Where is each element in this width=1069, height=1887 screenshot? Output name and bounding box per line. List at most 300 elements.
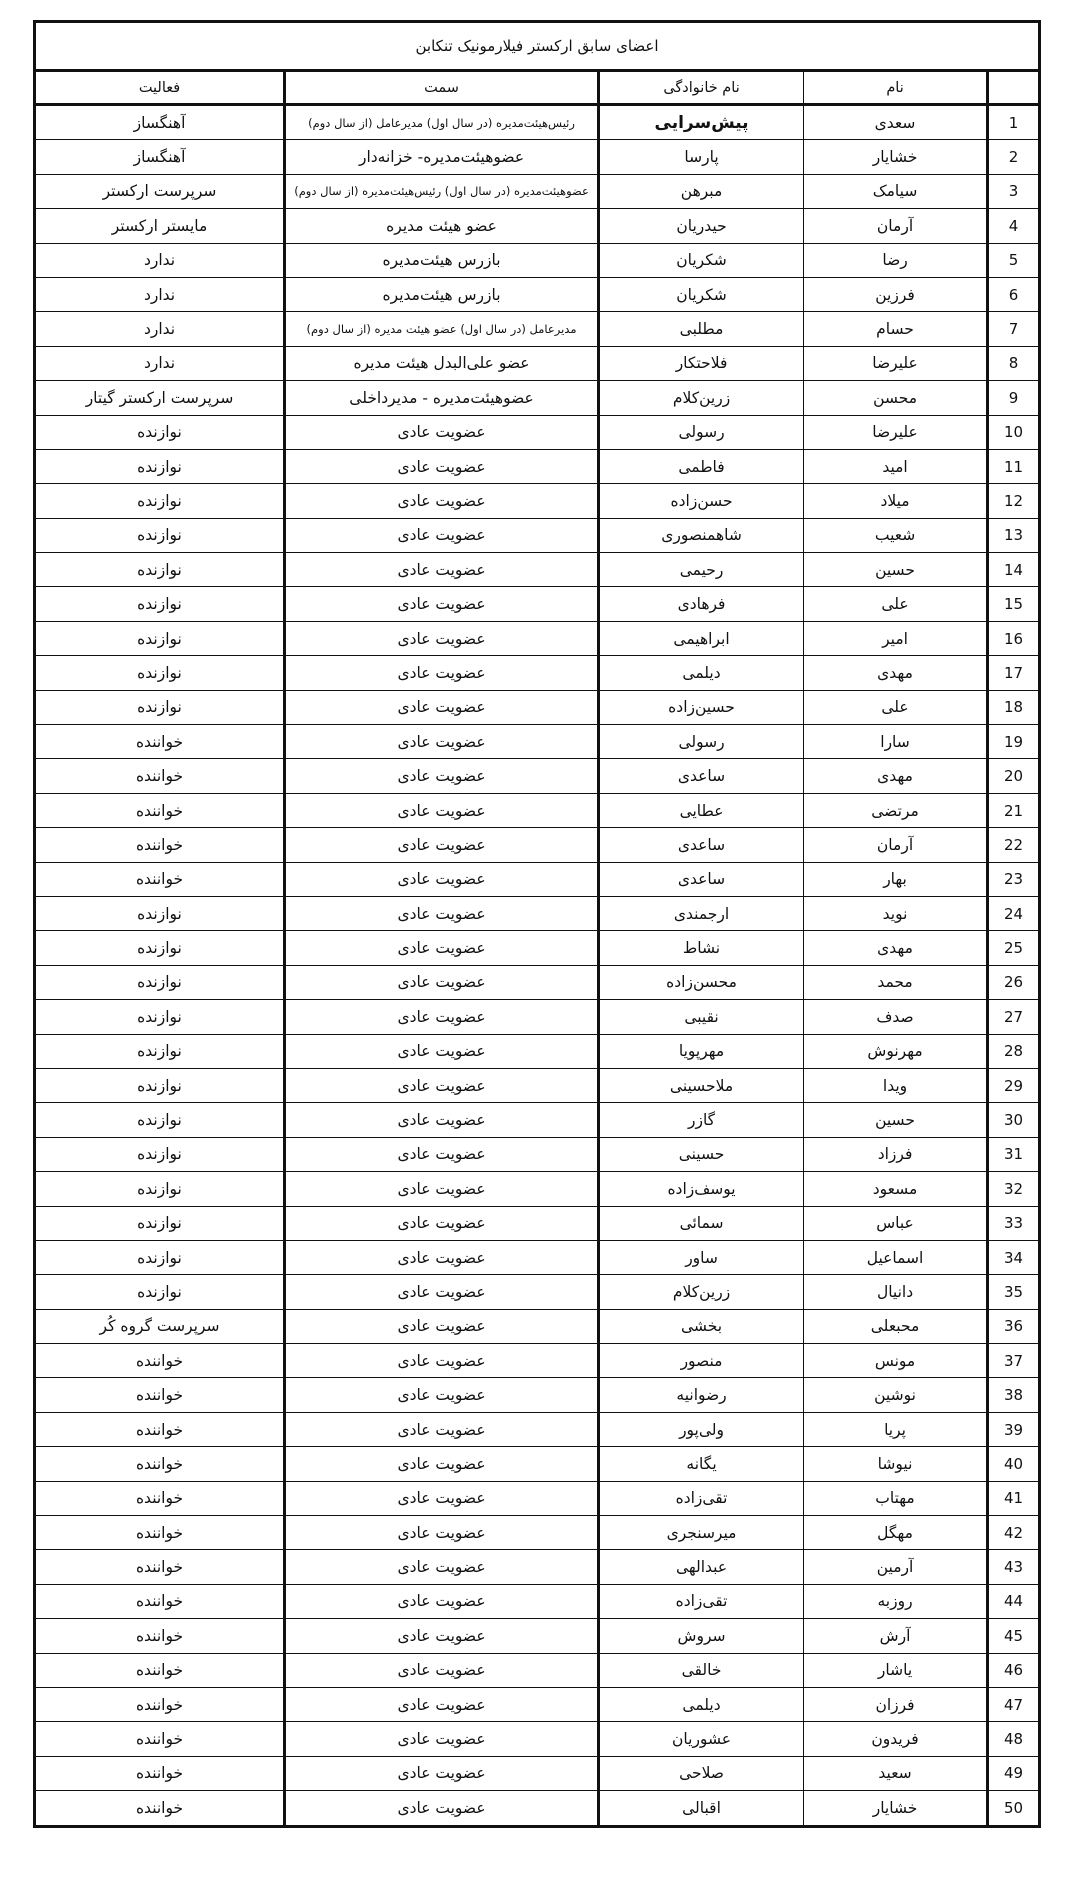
row-number-cell: 34: [988, 1240, 1040, 1274]
activity-cell: خواننده: [35, 1412, 285, 1446]
first-name-cell: نوید: [804, 896, 988, 930]
header-first-name: نام: [804, 71, 988, 105]
last-name-cell: دیلمی: [599, 656, 804, 690]
activity-cell: نوازنده: [35, 415, 285, 449]
activity-cell: نوازنده: [35, 621, 285, 655]
table-row: [35, 725, 1040, 759]
table-row: [35, 1687, 1040, 1721]
table-row: [35, 484, 1040, 518]
last-name-cell: پیش‌سرایی: [599, 105, 804, 140]
first-name-cell: فرزین: [804, 277, 988, 311]
last-name-cell: زرین‌کلام: [599, 381, 804, 415]
row-number-cell: 3: [988, 174, 1040, 208]
table-row: [35, 862, 1040, 896]
row-number-cell: 9: [988, 381, 1040, 415]
last-name-cell: خالقی: [599, 1653, 804, 1687]
activity-cell: مایستر ارکستر: [35, 209, 285, 243]
last-name-cell: عطایی: [599, 793, 804, 827]
table-row: [35, 1550, 1040, 1584]
position-cell: عضویت عادی: [285, 725, 599, 759]
activity-cell: آهنگساز: [35, 140, 285, 174]
table-body: [35, 105, 1040, 1827]
position-cell: عضویت عادی: [285, 518, 599, 552]
first-name-cell: سیامک: [804, 174, 988, 208]
table-row: [35, 793, 1040, 827]
last-name-cell: پارسا: [599, 140, 804, 174]
row-number-cell: 49: [988, 1756, 1040, 1790]
position-cell: عضویت عادی: [285, 1344, 599, 1378]
activity-cell: ندارد: [35, 243, 285, 277]
row-number-cell: 26: [988, 965, 1040, 999]
table-row: [35, 759, 1040, 793]
position-cell: عضویت عادی: [285, 1309, 599, 1343]
activity-cell: خواننده: [35, 1687, 285, 1721]
first-name-cell: شعیب: [804, 518, 988, 552]
last-name-cell: زرین‌کلام: [599, 1275, 804, 1309]
table-row: [35, 1791, 1040, 1826]
first-name-cell: محبعلی: [804, 1309, 988, 1343]
row-number-cell: 38: [988, 1378, 1040, 1412]
first-name-cell: دانیال: [804, 1275, 988, 1309]
last-name-cell: ابراهیمی: [599, 621, 804, 655]
last-name-cell: منصور: [599, 1344, 804, 1378]
position-cell: عضویت عادی: [285, 1034, 599, 1068]
position-cell: عضویت عادی: [285, 1103, 599, 1137]
table-row: [35, 1756, 1040, 1790]
first-name-cell: سعید: [804, 1756, 988, 1790]
first-name-cell: مهدی: [804, 656, 988, 690]
position-cell: بازرس هیئت‌مدیره: [285, 243, 599, 277]
members-table: [33, 20, 1041, 1828]
activity-cell: خواننده: [35, 759, 285, 793]
position-cell: عضویت عادی: [285, 690, 599, 724]
table-row: [35, 243, 1040, 277]
position-cell: عضویت عادی: [285, 1516, 599, 1550]
activity-cell: نوازنده: [35, 484, 285, 518]
first-name-cell: مهتاب: [804, 1481, 988, 1515]
first-name-cell: میلاد: [804, 484, 988, 518]
row-number-cell: 36: [988, 1309, 1040, 1343]
row-number-cell: 2: [988, 140, 1040, 174]
last-name-cell: ساعدی: [599, 828, 804, 862]
row-number-cell: 24: [988, 896, 1040, 930]
position-cell: عضویت عادی: [285, 656, 599, 690]
table-row: [35, 690, 1040, 724]
table-row: [35, 896, 1040, 930]
table-row: [35, 1344, 1040, 1378]
table-row: [35, 346, 1040, 380]
position-cell: عضویت عادی: [285, 587, 599, 621]
activity-cell: خواننده: [35, 1447, 285, 1481]
table-row: [35, 1309, 1040, 1343]
position-cell: عضوهیئت‌مدیره - مدیرداخلی: [285, 381, 599, 415]
activity-cell: خواننده: [35, 1550, 285, 1584]
last-name-cell: تقی‌زاده: [599, 1584, 804, 1618]
row-number-cell: 17: [988, 656, 1040, 690]
last-name-cell: سروش: [599, 1619, 804, 1653]
first-name-cell: صدف: [804, 1000, 988, 1034]
header-last-name: نام خانوادگی: [599, 71, 804, 105]
first-name-cell: حسین: [804, 553, 988, 587]
first-name-cell: روزبه: [804, 1584, 988, 1618]
last-name-cell: میرسنجری: [599, 1516, 804, 1550]
activity-cell: خواننده: [35, 1344, 285, 1378]
activity-cell: نوازنده: [35, 553, 285, 587]
row-number-cell: 10: [988, 415, 1040, 449]
last-name-cell: حیدریان: [599, 209, 804, 243]
position-cell: عضوهیئت‌مدیره- خزانه‌دار: [285, 140, 599, 174]
position-cell: عضویت عادی: [285, 484, 599, 518]
activity-cell: نوازنده: [35, 690, 285, 724]
table-row: [35, 381, 1040, 415]
first-name-cell: سعدی: [804, 105, 988, 140]
activity-cell: نوازنده: [35, 1137, 285, 1171]
activity-cell: خواننده: [35, 725, 285, 759]
first-name-cell: نوشین: [804, 1378, 988, 1412]
first-name-cell: مرتضی: [804, 793, 988, 827]
row-number-cell: 47: [988, 1687, 1040, 1721]
activity-cell: نوازنده: [35, 896, 285, 930]
last-name-cell: صلاحی: [599, 1756, 804, 1790]
position-cell: عضویت عادی: [285, 1068, 599, 1102]
first-name-cell: مهدی: [804, 931, 988, 965]
first-name-cell: علیرضا: [804, 346, 988, 380]
first-name-cell: مهگل: [804, 1516, 988, 1550]
header-position: سمت: [285, 71, 599, 105]
activity-cell: نوازنده: [35, 931, 285, 965]
activity-cell: خواننده: [35, 862, 285, 896]
table-row: [35, 140, 1040, 174]
table-row: [35, 1206, 1040, 1240]
position-cell: عضویت عادی: [285, 1240, 599, 1274]
first-name-cell: مونس: [804, 1344, 988, 1378]
row-number-cell: 30: [988, 1103, 1040, 1137]
table-row: [35, 1722, 1040, 1756]
activity-cell: خواننده: [35, 1481, 285, 1515]
last-name-cell: شکریان: [599, 277, 804, 311]
table-row: [35, 1584, 1040, 1618]
position-cell: عضویت عادی: [285, 862, 599, 896]
last-name-cell: نقیبی: [599, 1000, 804, 1034]
activity-cell: خواننده: [35, 1516, 285, 1550]
activity-cell: نوازنده: [35, 449, 285, 483]
position-cell: عضوهیئت‌مدیره (در سال اول) رئیس‌هیئت‌مدیره (از سال دوم): [285, 174, 599, 208]
table-row: [35, 518, 1040, 552]
activity-cell: خواننده: [35, 1756, 285, 1790]
activity-cell: ندارد: [35, 346, 285, 380]
last-name-cell: ارجمندی: [599, 896, 804, 930]
table-row: [35, 1137, 1040, 1171]
position-cell: عضویت عادی: [285, 621, 599, 655]
row-number-cell: 19: [988, 725, 1040, 759]
position-cell: مدیرعامل (در سال اول) عضو هیئت مدیره (از سال دوم): [285, 312, 599, 346]
row-number-cell: 46: [988, 1653, 1040, 1687]
position-cell: عضویت عادی: [285, 1687, 599, 1721]
activity-cell: نوازنده: [35, 1000, 285, 1034]
activity-cell: آهنگساز: [35, 105, 285, 140]
position-cell: عضویت عادی: [285, 828, 599, 862]
first-name-cell: بهار: [804, 862, 988, 896]
table-row: [35, 1412, 1040, 1446]
last-name-cell: شکریان: [599, 243, 804, 277]
activity-cell: ندارد: [35, 312, 285, 346]
activity-cell: خواننده: [35, 1653, 285, 1687]
last-name-cell: ساور: [599, 1240, 804, 1274]
first-name-cell: محمد: [804, 965, 988, 999]
last-name-cell: رحیمی: [599, 553, 804, 587]
last-name-cell: حسین‌زاده: [599, 690, 804, 724]
row-number-cell: 11: [988, 449, 1040, 483]
header-row: [35, 71, 1040, 105]
position-cell: عضویت عادی: [285, 896, 599, 930]
last-name-cell: عبدالهی: [599, 1550, 804, 1584]
first-name-cell: آرمان: [804, 209, 988, 243]
activity-cell: نوازنده: [35, 656, 285, 690]
table-row: [35, 1000, 1040, 1034]
row-number-cell: 22: [988, 828, 1040, 862]
first-name-cell: خشایار: [804, 140, 988, 174]
position-cell: عضویت عادی: [285, 1653, 599, 1687]
table-row: [35, 415, 1040, 449]
first-name-cell: ویدا: [804, 1068, 988, 1102]
last-name-cell: حسن‌زاده: [599, 484, 804, 518]
last-name-cell: عشوریان: [599, 1722, 804, 1756]
table-row: [35, 1240, 1040, 1274]
row-number-cell: 21: [988, 793, 1040, 827]
first-name-cell: علی: [804, 690, 988, 724]
first-name-cell: رضا: [804, 243, 988, 277]
table-row: [35, 1275, 1040, 1309]
position-cell: عضویت عادی: [285, 1791, 599, 1826]
activity-cell: سرپرست ارکستر: [35, 174, 285, 208]
first-name-cell: فرزان: [804, 1687, 988, 1721]
last-name-cell: رضوانیه: [599, 1378, 804, 1412]
table-row: [35, 449, 1040, 483]
table-row: [35, 277, 1040, 311]
position-cell: عضویت عادی: [285, 1000, 599, 1034]
table-row: [35, 1481, 1040, 1515]
first-name-cell: مهرنوش: [804, 1034, 988, 1068]
row-number-cell: 43: [988, 1550, 1040, 1584]
position-cell: عضویت عادی: [285, 1412, 599, 1446]
table-row: [35, 1516, 1040, 1550]
activity-cell: نوازنده: [35, 1034, 285, 1068]
row-number-cell: 48: [988, 1722, 1040, 1756]
last-name-cell: ساعدی: [599, 759, 804, 793]
first-name-cell: علی: [804, 587, 988, 621]
first-name-cell: علیرضا: [804, 415, 988, 449]
table-row: [35, 1068, 1040, 1102]
row-number-cell: 42: [988, 1516, 1040, 1550]
row-number-cell: 44: [988, 1584, 1040, 1618]
row-number-cell: 8: [988, 346, 1040, 380]
table-row: [35, 656, 1040, 690]
table-row: [35, 965, 1040, 999]
last-name-cell: نشاط: [599, 931, 804, 965]
table-row: [35, 1172, 1040, 1206]
first-name-cell: آرش: [804, 1619, 988, 1653]
position-cell: رئیس‌هیئت‌مدیره (در سال اول) مدیرعامل (از سال دوم): [285, 105, 599, 140]
row-number-cell: 23: [988, 862, 1040, 896]
row-number-cell: 12: [988, 484, 1040, 518]
last-name-cell: تقی‌زاده: [599, 1481, 804, 1515]
position-cell: عضویت عادی: [285, 965, 599, 999]
activity-cell: نوازنده: [35, 1206, 285, 1240]
position-cell: عضویت عادی: [285, 415, 599, 449]
row-number-cell: 37: [988, 1344, 1040, 1378]
last-name-cell: یوسف‌زاده: [599, 1172, 804, 1206]
activity-cell: نوازنده: [35, 1068, 285, 1102]
row-number-cell: 5: [988, 243, 1040, 277]
position-cell: عضویت عادی: [285, 1275, 599, 1309]
table-row: [35, 621, 1040, 655]
row-number-cell: 20: [988, 759, 1040, 793]
last-name-cell: سمائی: [599, 1206, 804, 1240]
table-row: [35, 931, 1040, 965]
first-name-cell: فرزاد: [804, 1137, 988, 1171]
activity-cell: نوازنده: [35, 1103, 285, 1137]
row-number-cell: 28: [988, 1034, 1040, 1068]
last-name-cell: مبرهن: [599, 174, 804, 208]
row-number-cell: 41: [988, 1481, 1040, 1515]
first-name-cell: نیوشا: [804, 1447, 988, 1481]
position-cell: عضویت عادی: [285, 553, 599, 587]
last-name-cell: ملاحسینی: [599, 1068, 804, 1102]
first-name-cell: پریا: [804, 1412, 988, 1446]
position-cell: عضویت عادی: [285, 1722, 599, 1756]
row-number-cell: 7: [988, 312, 1040, 346]
last-name-cell: شاهمنصوری: [599, 518, 804, 552]
row-number-cell: 4: [988, 209, 1040, 243]
position-cell: عضویت عادی: [285, 1172, 599, 1206]
header-activity: فعالیت: [35, 71, 285, 105]
row-number-cell: 45: [988, 1619, 1040, 1653]
activity-cell: خواننده: [35, 1722, 285, 1756]
first-name-cell: امید: [804, 449, 988, 483]
table-row: [35, 1619, 1040, 1653]
last-name-cell: مهرپویا: [599, 1034, 804, 1068]
activity-cell: ندارد: [35, 277, 285, 311]
first-name-cell: محسن: [804, 381, 988, 415]
table-row: [35, 553, 1040, 587]
row-number-cell: 35: [988, 1275, 1040, 1309]
activity-cell: نوازنده: [35, 965, 285, 999]
first-name-cell: اسماعیل: [804, 1240, 988, 1274]
first-name-cell: یاشار: [804, 1653, 988, 1687]
title-row: [35, 22, 1040, 71]
first-name-cell: مسعود: [804, 1172, 988, 1206]
last-name-cell: حسینی: [599, 1137, 804, 1171]
last-name-cell: فلاحتکار: [599, 346, 804, 380]
last-name-cell: مطلبی: [599, 312, 804, 346]
activity-cell: نوازنده: [35, 518, 285, 552]
position-cell: عضویت عادی: [285, 1584, 599, 1618]
first-name-cell: سارا: [804, 725, 988, 759]
row-number-cell: 32: [988, 1172, 1040, 1206]
row-number-cell: 29: [988, 1068, 1040, 1102]
row-number-cell: 33: [988, 1206, 1040, 1240]
first-name-cell: حسام: [804, 312, 988, 346]
table-row: [35, 1378, 1040, 1412]
last-name-cell: دیلمی: [599, 1687, 804, 1721]
row-number-cell: 13: [988, 518, 1040, 552]
last-name-cell: فاطمی: [599, 449, 804, 483]
activity-cell: نوازنده: [35, 1275, 285, 1309]
position-cell: عضویت عادی: [285, 1378, 599, 1412]
row-number-cell: 1: [988, 105, 1040, 140]
position-cell: عضویت عادی: [285, 1756, 599, 1790]
row-number-cell: 27: [988, 1000, 1040, 1034]
last-name-cell: بخشی: [599, 1309, 804, 1343]
position-cell: عضویت عادی: [285, 1137, 599, 1171]
last-name-cell: ولی‌پور: [599, 1412, 804, 1446]
activity-cell: خواننده: [35, 828, 285, 862]
activity-cell: سرپرست گروه کُر: [35, 1309, 285, 1343]
row-number-cell: 39: [988, 1412, 1040, 1446]
last-name-cell: محسن‌زاده: [599, 965, 804, 999]
activity-cell: نوازنده: [35, 1172, 285, 1206]
last-name-cell: گازر: [599, 1103, 804, 1137]
table-row: [35, 1103, 1040, 1137]
table-row: [35, 209, 1040, 243]
activity-cell: نوازنده: [35, 587, 285, 621]
activity-cell: خواننده: [35, 1791, 285, 1826]
last-name-cell: رسولی: [599, 415, 804, 449]
table-row: [35, 312, 1040, 346]
position-cell: عضویت عادی: [285, 793, 599, 827]
activity-cell: خواننده: [35, 1584, 285, 1618]
position-cell: عضویت عادی: [285, 449, 599, 483]
position-cell: عضویت عادی: [285, 1447, 599, 1481]
table-row: [35, 1653, 1040, 1687]
activity-cell: خواننده: [35, 1378, 285, 1412]
table-row: [35, 105, 1040, 140]
position-cell: عضویت عادی: [285, 1550, 599, 1584]
row-number-cell: 40: [988, 1447, 1040, 1481]
activity-cell: نوازنده: [35, 1240, 285, 1274]
row-number-cell: 18: [988, 690, 1040, 724]
first-name-cell: آرمین: [804, 1550, 988, 1584]
first-name-cell: حسین: [804, 1103, 988, 1137]
row-number-cell: 25: [988, 931, 1040, 965]
position-cell: عضویت عادی: [285, 759, 599, 793]
first-name-cell: خشایار: [804, 1791, 988, 1826]
row-number-cell: 31: [988, 1137, 1040, 1171]
first-name-cell: امیر: [804, 621, 988, 655]
last-name-cell: یگانه: [599, 1447, 804, 1481]
row-number-cell: 6: [988, 277, 1040, 311]
row-number-cell: 14: [988, 553, 1040, 587]
first-name-cell: فریدون: [804, 1722, 988, 1756]
last-name-cell: اقبالی: [599, 1791, 804, 1826]
row-number-cell: 50: [988, 1791, 1040, 1826]
table-row: [35, 828, 1040, 862]
last-name-cell: رسولی: [599, 725, 804, 759]
position-cell: عضویت عادی: [285, 1481, 599, 1515]
position-cell: عضویت عادی: [285, 931, 599, 965]
row-number-cell: 15: [988, 587, 1040, 621]
position-cell: بازرس هیئت‌مدیره: [285, 277, 599, 311]
table-row: [35, 1034, 1040, 1068]
activity-cell: خواننده: [35, 1619, 285, 1653]
table-title: اعضای سابق ارکستر فیلارمونیک تنکابن: [35, 22, 1040, 71]
table-row: [35, 174, 1040, 208]
activity-cell: سرپرست ارکستر گیتار: [35, 381, 285, 415]
first-name-cell: عباس: [804, 1206, 988, 1240]
table-row: [35, 1447, 1040, 1481]
position-cell: عضو علی‌البدل هیئت مدیره: [285, 346, 599, 380]
header-number: [988, 71, 1040, 105]
